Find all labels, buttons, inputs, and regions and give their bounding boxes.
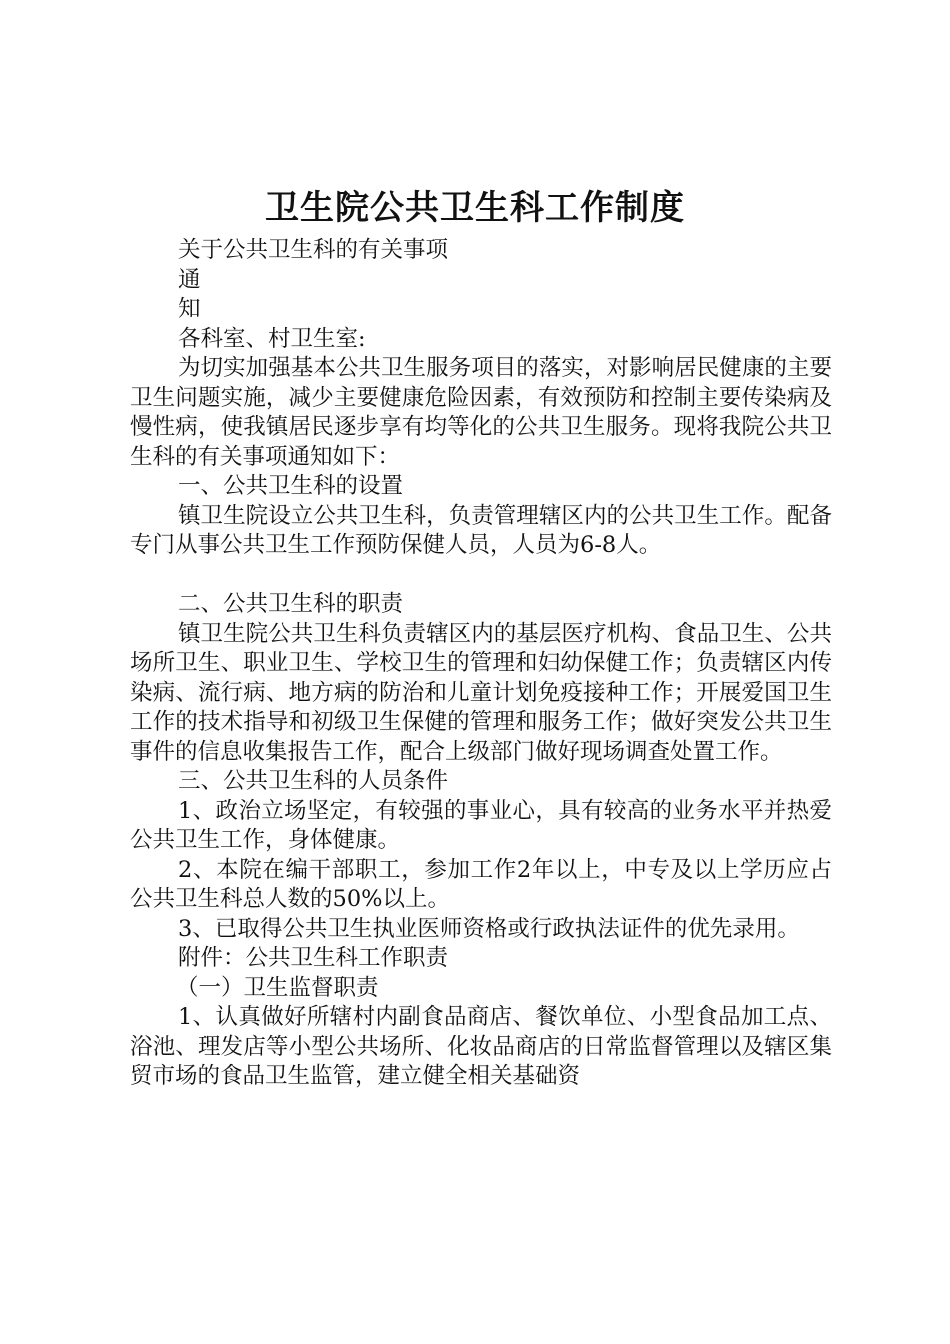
- section-1-paragraph: 镇卫生院设立公共卫生科，负责管理辖区内的公共卫生工作。配备专门从事公共卫生工作预防保健人员，人员为6-8人。: [130, 502, 832, 558]
- requirement-item-3: 3、已取得公共卫生执业医师资格或行政执法证件的优先录用。: [178, 915, 800, 942]
- document-body: [130, 236, 832, 1092]
- section-heading-2: 二、公共卫生科的职责: [178, 591, 404, 617]
- requirement-item-2: 2、本院在编干部职工，参加工作2年以上，中专及以上学历应占公共卫生科总人数的50%以上。: [130, 856, 832, 912]
- section-heading-1: 一、公共卫生科的设置: [178, 473, 404, 499]
- requirement-item-1: 1、政治立场坚定，有较强的事业心，具有较高的业务水平并热爱公共卫生工作，身体健康。: [130, 797, 832, 853]
- subsection-heading-1: （一）卫生监督职责: [176, 974, 379, 1001]
- duty-item-1: 1、认真做好所辖村内副食品商店、餐饮单位、小型食品加工点、浴池、理发店等小型公共场所、化妆品商店的日常监督管理以及辖区集贸市场的食品卫生监管，建立健全相关基础资: [130, 1004, 832, 1089]
- section-heading-3: 三、公共卫生科的人员条件: [178, 768, 449, 794]
- notice-char-2: 知: [178, 296, 201, 322]
- document-title: 卫生院公共卫生科工作制度: [265, 188, 685, 228]
- addressee-line: 各科室、村卫生室:: [178, 325, 366, 352]
- section-2-paragraph: 镇卫生院公共卫生科负责辖区内的基层医疗机构、食品卫生、公共场所卫生、职业卫生、学校卫生的管理和妇幼保健工作；负责辖区内传染病、流行病、地方病的防治和儿童计划免疫接种工作；开展爱国卫生工作的技术指导和初级卫生保健的管理和服务工作；做好突发公共卫生事件的信息收集报告工作，配合上级部门做好现场调查处置工作。: [130, 620, 832, 765]
- attachment-line: 附件：公共卫生科工作职责: [178, 945, 449, 971]
- subject-line: 关于公共卫生科的有关事项: [178, 237, 449, 263]
- notice-char-1: 通: [178, 266, 201, 293]
- intro-paragraph: 为切实加强基本公共卫生服务项目的落实，对影响居民健康的主要卫生问题实施，减少主要健康危险因素，有效预防和控制主要传染病及慢性病，使我镇居民逐步享有均等化的公共卫生服务。现将我院公共卫生科的有关事项通知如下：: [130, 355, 832, 470]
